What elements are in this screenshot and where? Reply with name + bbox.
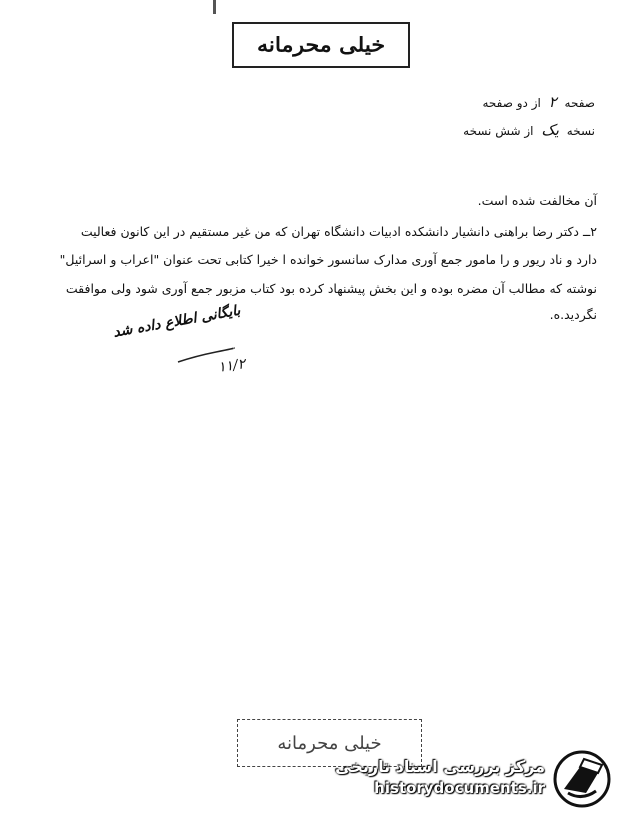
archive-url: historydocuments.ir bbox=[374, 779, 545, 797]
handwritten-date: ۱۱/۲ bbox=[217, 356, 247, 376]
copy-label: نسخه bbox=[566, 124, 595, 138]
body-line-3: دارد و ناد ریور و را مامور جمع آوری مدارک سانسور خوانده ا خیرا کتابی تحت عنوان "اعراب و اسرائیل" bbox=[59, 252, 597, 267]
body-line-1: آن مخالفت شده است. bbox=[477, 193, 597, 208]
page-total: از دو صفحه bbox=[482, 96, 541, 110]
classification-stamp-bottom-text: خیلی محرمانه bbox=[277, 732, 382, 754]
copy-number: یک bbox=[541, 121, 559, 139]
archive-title: مرکز بررسی اسناد تاریخی bbox=[335, 757, 545, 776]
classification-stamp-top bbox=[232, 22, 410, 68]
copy-total: از شش نسخه bbox=[463, 124, 534, 138]
scan-artifact bbox=[213, 0, 216, 14]
page-label: صفحه bbox=[564, 96, 595, 110]
body-line-2: ۲ــ دکتر رضا براهنی دانشیار دانشکده ادبیات دانشگاه تهران که من غیر مستقیم در این کانون فعالیت bbox=[80, 224, 597, 239]
handwritten-note: بایگانی اطلاع داده شد bbox=[112, 302, 242, 341]
body-line-4: نوشته که مطالب آن مضره بوده و این بخش پیشنهاد کرده بود کتاب مزبور جمع آوری شود ولی موافقت bbox=[65, 281, 597, 296]
archive-logo-icon bbox=[550, 749, 614, 809]
body-line-5: نگردید.ه. bbox=[549, 307, 597, 322]
page-number: ۲ bbox=[548, 93, 557, 111]
archive-watermark bbox=[335, 757, 545, 797]
page-number-line bbox=[482, 93, 595, 111]
classification-stamp-top-text: خیلی محرمانه bbox=[256, 33, 386, 57]
copy-number-line bbox=[463, 121, 595, 139]
